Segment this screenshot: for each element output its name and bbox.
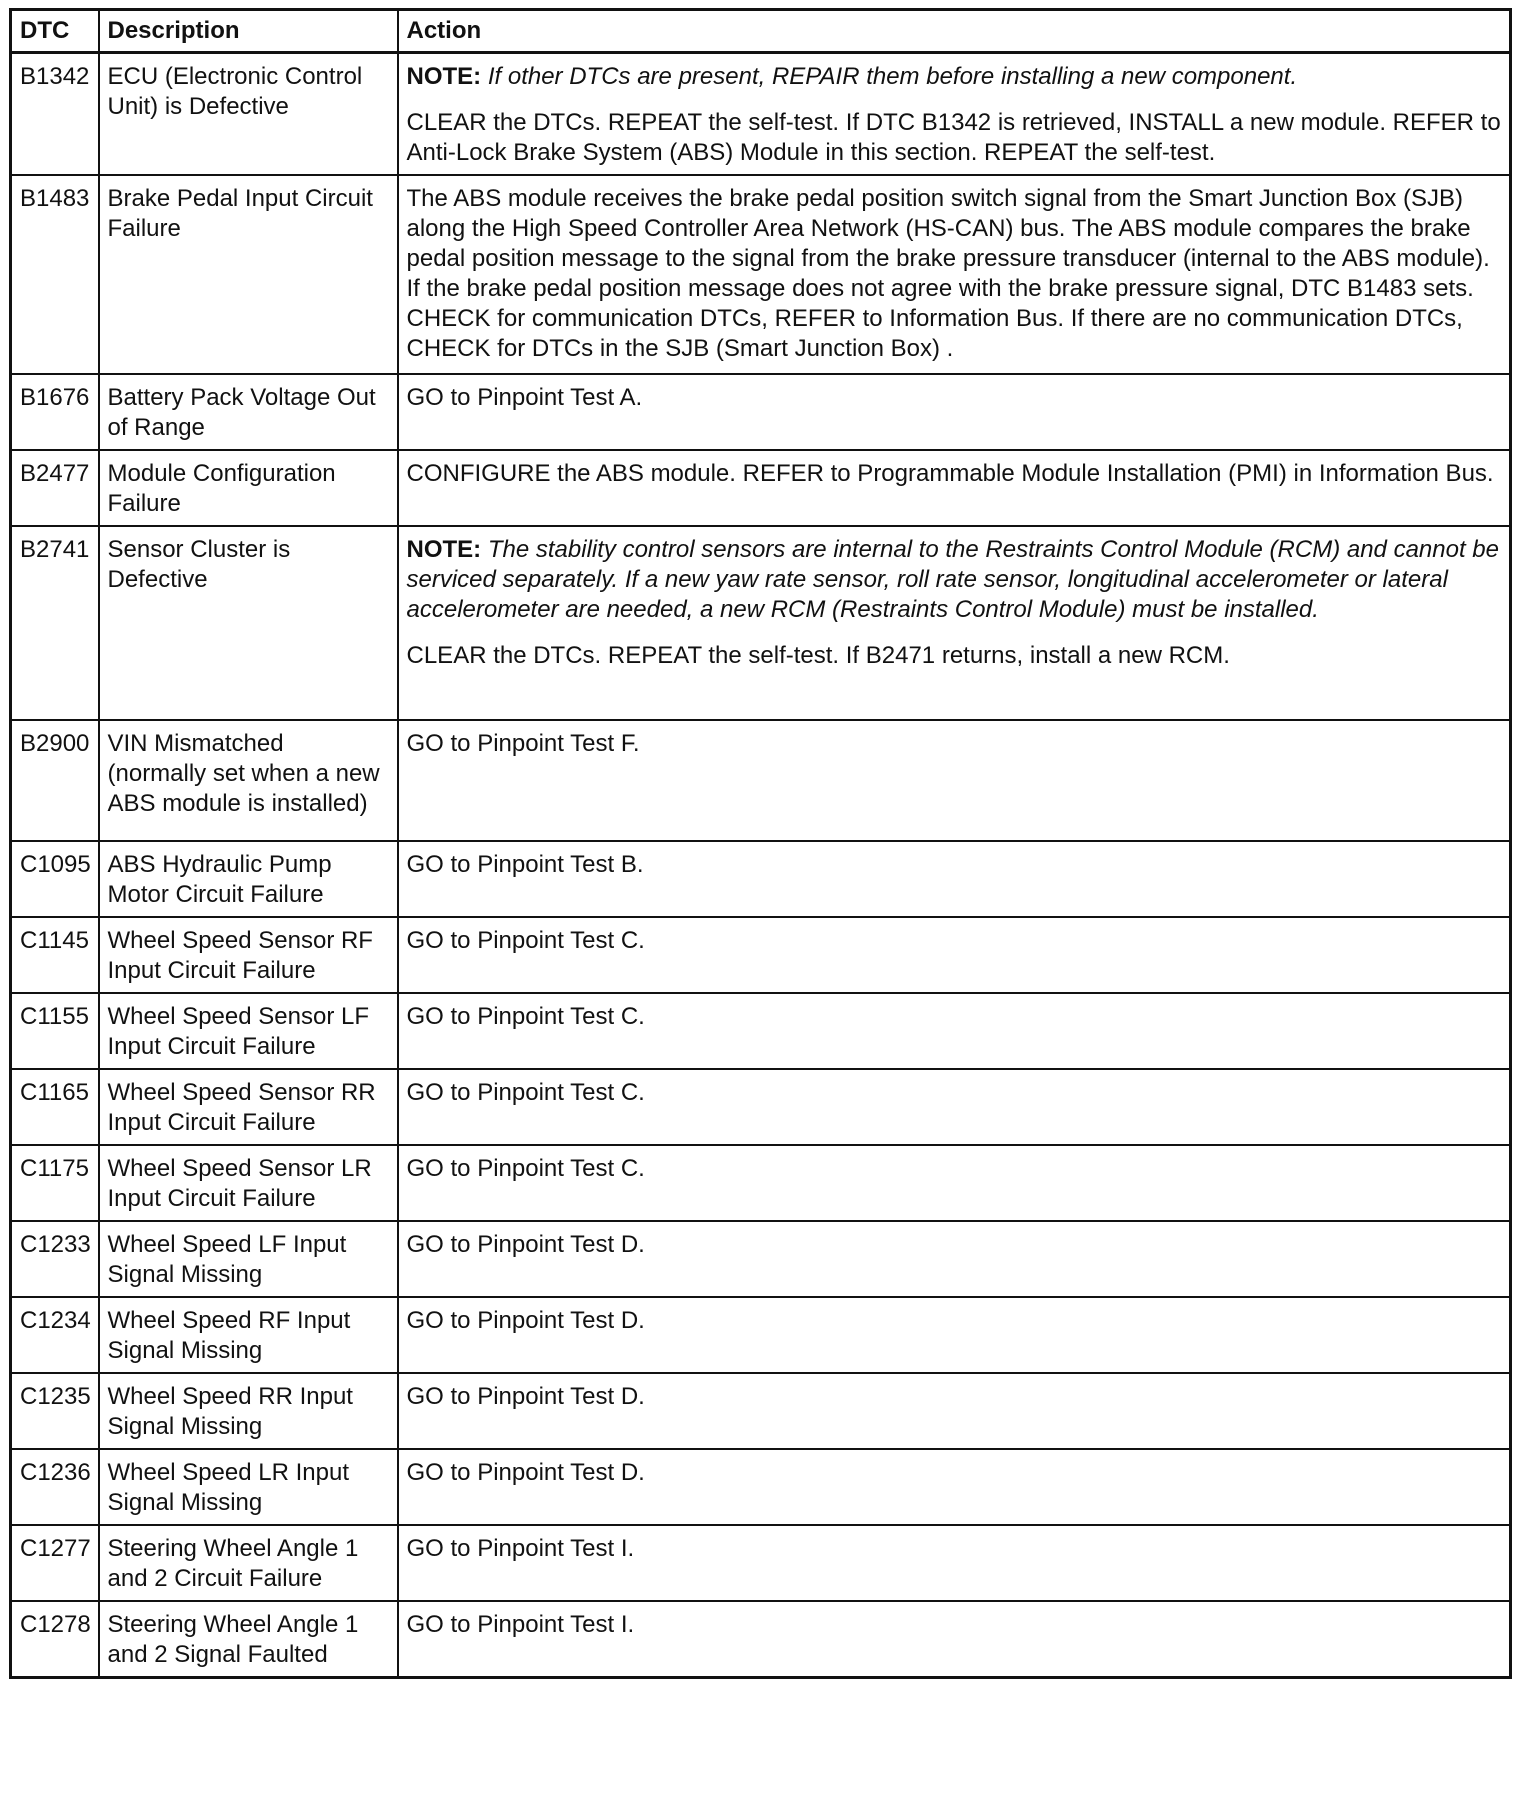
header-row bbox=[11, 10, 1511, 53]
table-row bbox=[11, 53, 1511, 176]
dtc-description: Sensor Cluster is Defective bbox=[99, 526, 398, 720]
dtc-action: GO to Pinpoint Test C. bbox=[398, 993, 1511, 1069]
action-text: CLEAR the DTCs. REPEAT the self-test. If DTC B1342 is retrieved, INSTALL a new module. REFER to Anti-Lock Brake System (ABS) Module in this section. REPEAT the self-test. bbox=[406, 109, 1501, 166]
dtc-code: C1278 bbox=[11, 1601, 99, 1678]
note bbox=[407, 62, 1502, 92]
table-row bbox=[11, 1601, 1511, 1678]
dtc-code: C1277 bbox=[11, 1525, 99, 1601]
note-text: If other DTCs are present, REPAIR them before installing a new component. bbox=[487, 63, 1298, 90]
note-label: NOTE: bbox=[406, 536, 482, 563]
note bbox=[407, 535, 1502, 625]
dtc-code: C1233 bbox=[11, 1221, 99, 1297]
dtc-code: B2900 bbox=[11, 720, 99, 841]
table-row bbox=[11, 374, 1511, 450]
dtc-description: Wheel Speed Sensor RF Input Circuit Failure bbox=[99, 917, 398, 993]
note-label: NOTE: bbox=[406, 63, 482, 90]
table-row bbox=[11, 1449, 1511, 1525]
header-description: Description bbox=[99, 10, 398, 53]
dtc-code: C1095 bbox=[11, 841, 99, 917]
dtc-action: GO to Pinpoint Test I. bbox=[398, 1601, 1511, 1678]
table-row bbox=[11, 175, 1511, 374]
header-action: Action bbox=[398, 10, 1511, 53]
dtc-description: Wheel Speed Sensor RR Input Circuit Failure bbox=[99, 1069, 398, 1145]
dtc-action: GO to Pinpoint Test D. bbox=[398, 1221, 1511, 1297]
dtc-description: VIN Mismatched (normally set when a new ABS module is installed) bbox=[99, 720, 398, 841]
dtc-description: Wheel Speed LF Input Signal Missing bbox=[99, 1221, 398, 1297]
dtc-code: B1483 bbox=[11, 175, 99, 374]
header-dtc: DTC bbox=[11, 10, 99, 53]
dtc-code: C1145 bbox=[11, 917, 99, 993]
dtc-code: C1234 bbox=[11, 1297, 99, 1373]
table-row bbox=[11, 1145, 1511, 1221]
dtc-action bbox=[398, 53, 1511, 176]
table-row bbox=[11, 1373, 1511, 1449]
dtc-description: Wheel Speed Sensor LR Input Circuit Failure bbox=[99, 1145, 398, 1221]
table-row bbox=[11, 1221, 1511, 1297]
dtc-action: GO to Pinpoint Test F. bbox=[398, 720, 1511, 841]
note-text: The stability control sensors are internal to the Restraints Control Module (RCM) and cannot be serviced separately. If a new yaw rate sensor, roll rate sensor, longitudinal accelerometer or lateral accelerometer are needed, a new RCM (Restraints Control Module) must be installed. bbox=[406, 536, 1499, 623]
dtc-description: Steering Wheel Angle 1 and 2 Circuit Failure bbox=[99, 1525, 398, 1601]
dtc-action bbox=[398, 526, 1511, 720]
dtc-description: ECU (Electronic Control Unit) is Defective bbox=[99, 53, 398, 176]
table-row bbox=[11, 917, 1511, 993]
dtc-action: GO to Pinpoint Test C. bbox=[398, 917, 1511, 993]
dtc-description: Wheel Speed RF Input Signal Missing bbox=[99, 1297, 398, 1373]
dtc-code: B2741 bbox=[11, 526, 99, 720]
dtc-table bbox=[9, 8, 1512, 1679]
dtc-description: Wheel Speed Sensor LF Input Circuit Failure bbox=[99, 993, 398, 1069]
dtc-action: GO to Pinpoint Test D. bbox=[398, 1449, 1511, 1525]
dtc-code: B2477 bbox=[11, 450, 99, 526]
dtc-action: GO to Pinpoint Test I. bbox=[398, 1525, 1511, 1601]
dtc-description: Brake Pedal Input Circuit Failure bbox=[99, 175, 398, 374]
table-row bbox=[11, 1525, 1511, 1601]
dtc-description: Steering Wheel Angle 1 and 2 Signal Faulted bbox=[99, 1601, 398, 1678]
dtc-action: GO to Pinpoint Test B. bbox=[398, 841, 1511, 917]
dtc-action: GO to Pinpoint Test D. bbox=[398, 1297, 1511, 1373]
table-row bbox=[11, 720, 1511, 841]
dtc-code: C1235 bbox=[11, 1373, 99, 1449]
dtc-description: ABS Hydraulic Pump Motor Circuit Failure bbox=[99, 841, 398, 917]
dtc-description: Battery Pack Voltage Out of Range bbox=[99, 374, 398, 450]
table-row bbox=[11, 993, 1511, 1069]
dtc-code: C1165 bbox=[11, 1069, 99, 1145]
dtc-code: C1155 bbox=[11, 993, 99, 1069]
dtc-action: GO to Pinpoint Test C. bbox=[398, 1145, 1511, 1221]
dtc-description: Module Configuration Failure bbox=[99, 450, 398, 526]
table-row bbox=[11, 1297, 1511, 1373]
dtc-action: GO to Pinpoint Test C. bbox=[398, 1069, 1511, 1145]
dtc-description: Wheel Speed RR Input Signal Missing bbox=[99, 1373, 398, 1449]
dtc-action: GO to Pinpoint Test D. bbox=[398, 1373, 1511, 1449]
table-row bbox=[11, 526, 1511, 720]
table-row bbox=[11, 450, 1511, 526]
action-text: CLEAR the DTCs. REPEAT the self-test. If B2471 returns, install a new RCM. bbox=[406, 642, 1230, 669]
dtc-code: C1175 bbox=[11, 1145, 99, 1221]
dtc-action: The ABS module receives the brake pedal position switch signal from the Smart Junction Box (SJB) along the High Speed Controller Area Network (HS-CAN) bus. The ABS module compares the brake pedal position message to the signal from the brake pressure transducer (internal to the ABS module). If the brake pedal position message does not agree with the brake pressure signal, DTC B1483 sets. CHECK for communication DTCs, REFER to Information Bus. If there are no communication DTCs, CHECK for DTCs in the SJB (Smart Junction Box) . bbox=[398, 175, 1511, 374]
table-row bbox=[11, 1069, 1511, 1145]
dtc-action: CONFIGURE the ABS module. REFER to Programmable Module Installation (PMI) in Information Bus. bbox=[398, 450, 1511, 526]
dtc-description: Wheel Speed LR Input Signal Missing bbox=[99, 1449, 398, 1525]
dtc-action: GO to Pinpoint Test A. bbox=[398, 374, 1511, 450]
table-row bbox=[11, 841, 1511, 917]
dtc-code: B1676 bbox=[11, 374, 99, 450]
dtc-code: B1342 bbox=[11, 53, 99, 176]
dtc-code: C1236 bbox=[11, 1449, 99, 1525]
